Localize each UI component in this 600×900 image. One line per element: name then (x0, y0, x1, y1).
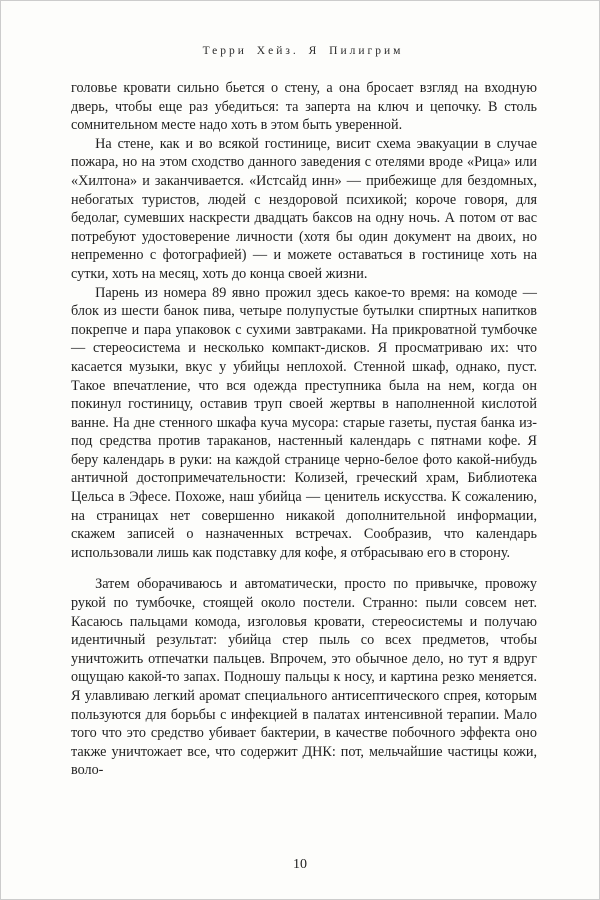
running-head: Терри Хейз. Я Пилигрим (202, 45, 404, 57)
page-number-folio: 10 (293, 857, 307, 872)
page-body (71, 79, 537, 780)
paragraph: головье кровати сильно бьется о стену, а она бросает взгляд на входную дверь, чтобы еще раз убедиться: та заперта на ключ и цепочку. В столь сомнительном месте надо хоть в этом быть уверенной. (71, 80, 537, 134)
paragraph: Затем оборачиваюсь и автоматически, просто по привычке, провожу рукой по тумбочке, стоящей около постели. Странно: пыли совсем нет. Касаюсь пальцами комода, изголовья кровати, стереосистемы и получаю идентичный результат: убийца стер пыль со всех предметов, чтобы уничтожить отпечатки пальцев. Впрочем, это обычное дело, но тут я вдруг ощущаю какой-то запах. Подношу пальцы к носу, и картина резко меняется. Я улавливаю легкий аромат специального антисептического спрея, которым пользуются для борьбы с инфекцией в палатах интенсивной терапии. Мало того что это средство убивает бактерии, в качестве побочного эффекта оно также уничтожает все, что содержит ДНК: пот, мельчайшие частицы кожи, воло- (71, 576, 537, 779)
paragraph: Парень из номера 89 явно прожил здесь какое-то время: на комоде — блок из шести банок пива, четыре полупустые бутылки спиртных напитков покрепче и пара упаковок с сухими завтраками. На прикроватной тумбочке — стереосистема и несколько компакт-дисков. Я просматриваю их: что касается музыки, вкус у убийцы неплохой. Стенной шкаф, однако, пуст. Такое впечатление, что вся одежда преступника была на нем, когда он покинул гостиницу, оставив труп своей жертвы в наполненной кислотой ванне. На дне стенного шкафа куча мусора: старые газеты, пустая банка из-под средства против тараканов, настенный календарь с пятнами кофе. Я беру календарь в руки: на каждой странице черно-белое фото какой-нибудь античной достопримечательности: Колизей, греческий храм, Библиотека Цельса в Эфесе. Похоже, наш убийца — ценитель искусства. К сожалению, на страницах нет совершенно никакой дополнительной информации, скажем записей о назначенных встречах. Сообразив, что календарь использовали лишь как подставку для кофе, я отбрасываю его в сторону. (71, 284, 537, 561)
paragraph: На стене, как и во всякой гостинице, висит схема эвакуации в случае пожара, но на этом сходство данного заведения с отелями вроде «Рица» или «Хилтона» и заканчивается. «Истсайд инн» — прибежище для бездомных, небогатых туристов, людей с нездоровой психикой; короче говоря, для бедолаг, сумевших наскрести двадцать баксов на одну ночь. А потом от вас потребуют удостоверение личности (хотя бы один документ на двоих, но непременно с фотографией) — и можете оставаться в гостинице хоть на сутки, хоть на месяц, хоть до конца своей жизни. (71, 135, 537, 282)
